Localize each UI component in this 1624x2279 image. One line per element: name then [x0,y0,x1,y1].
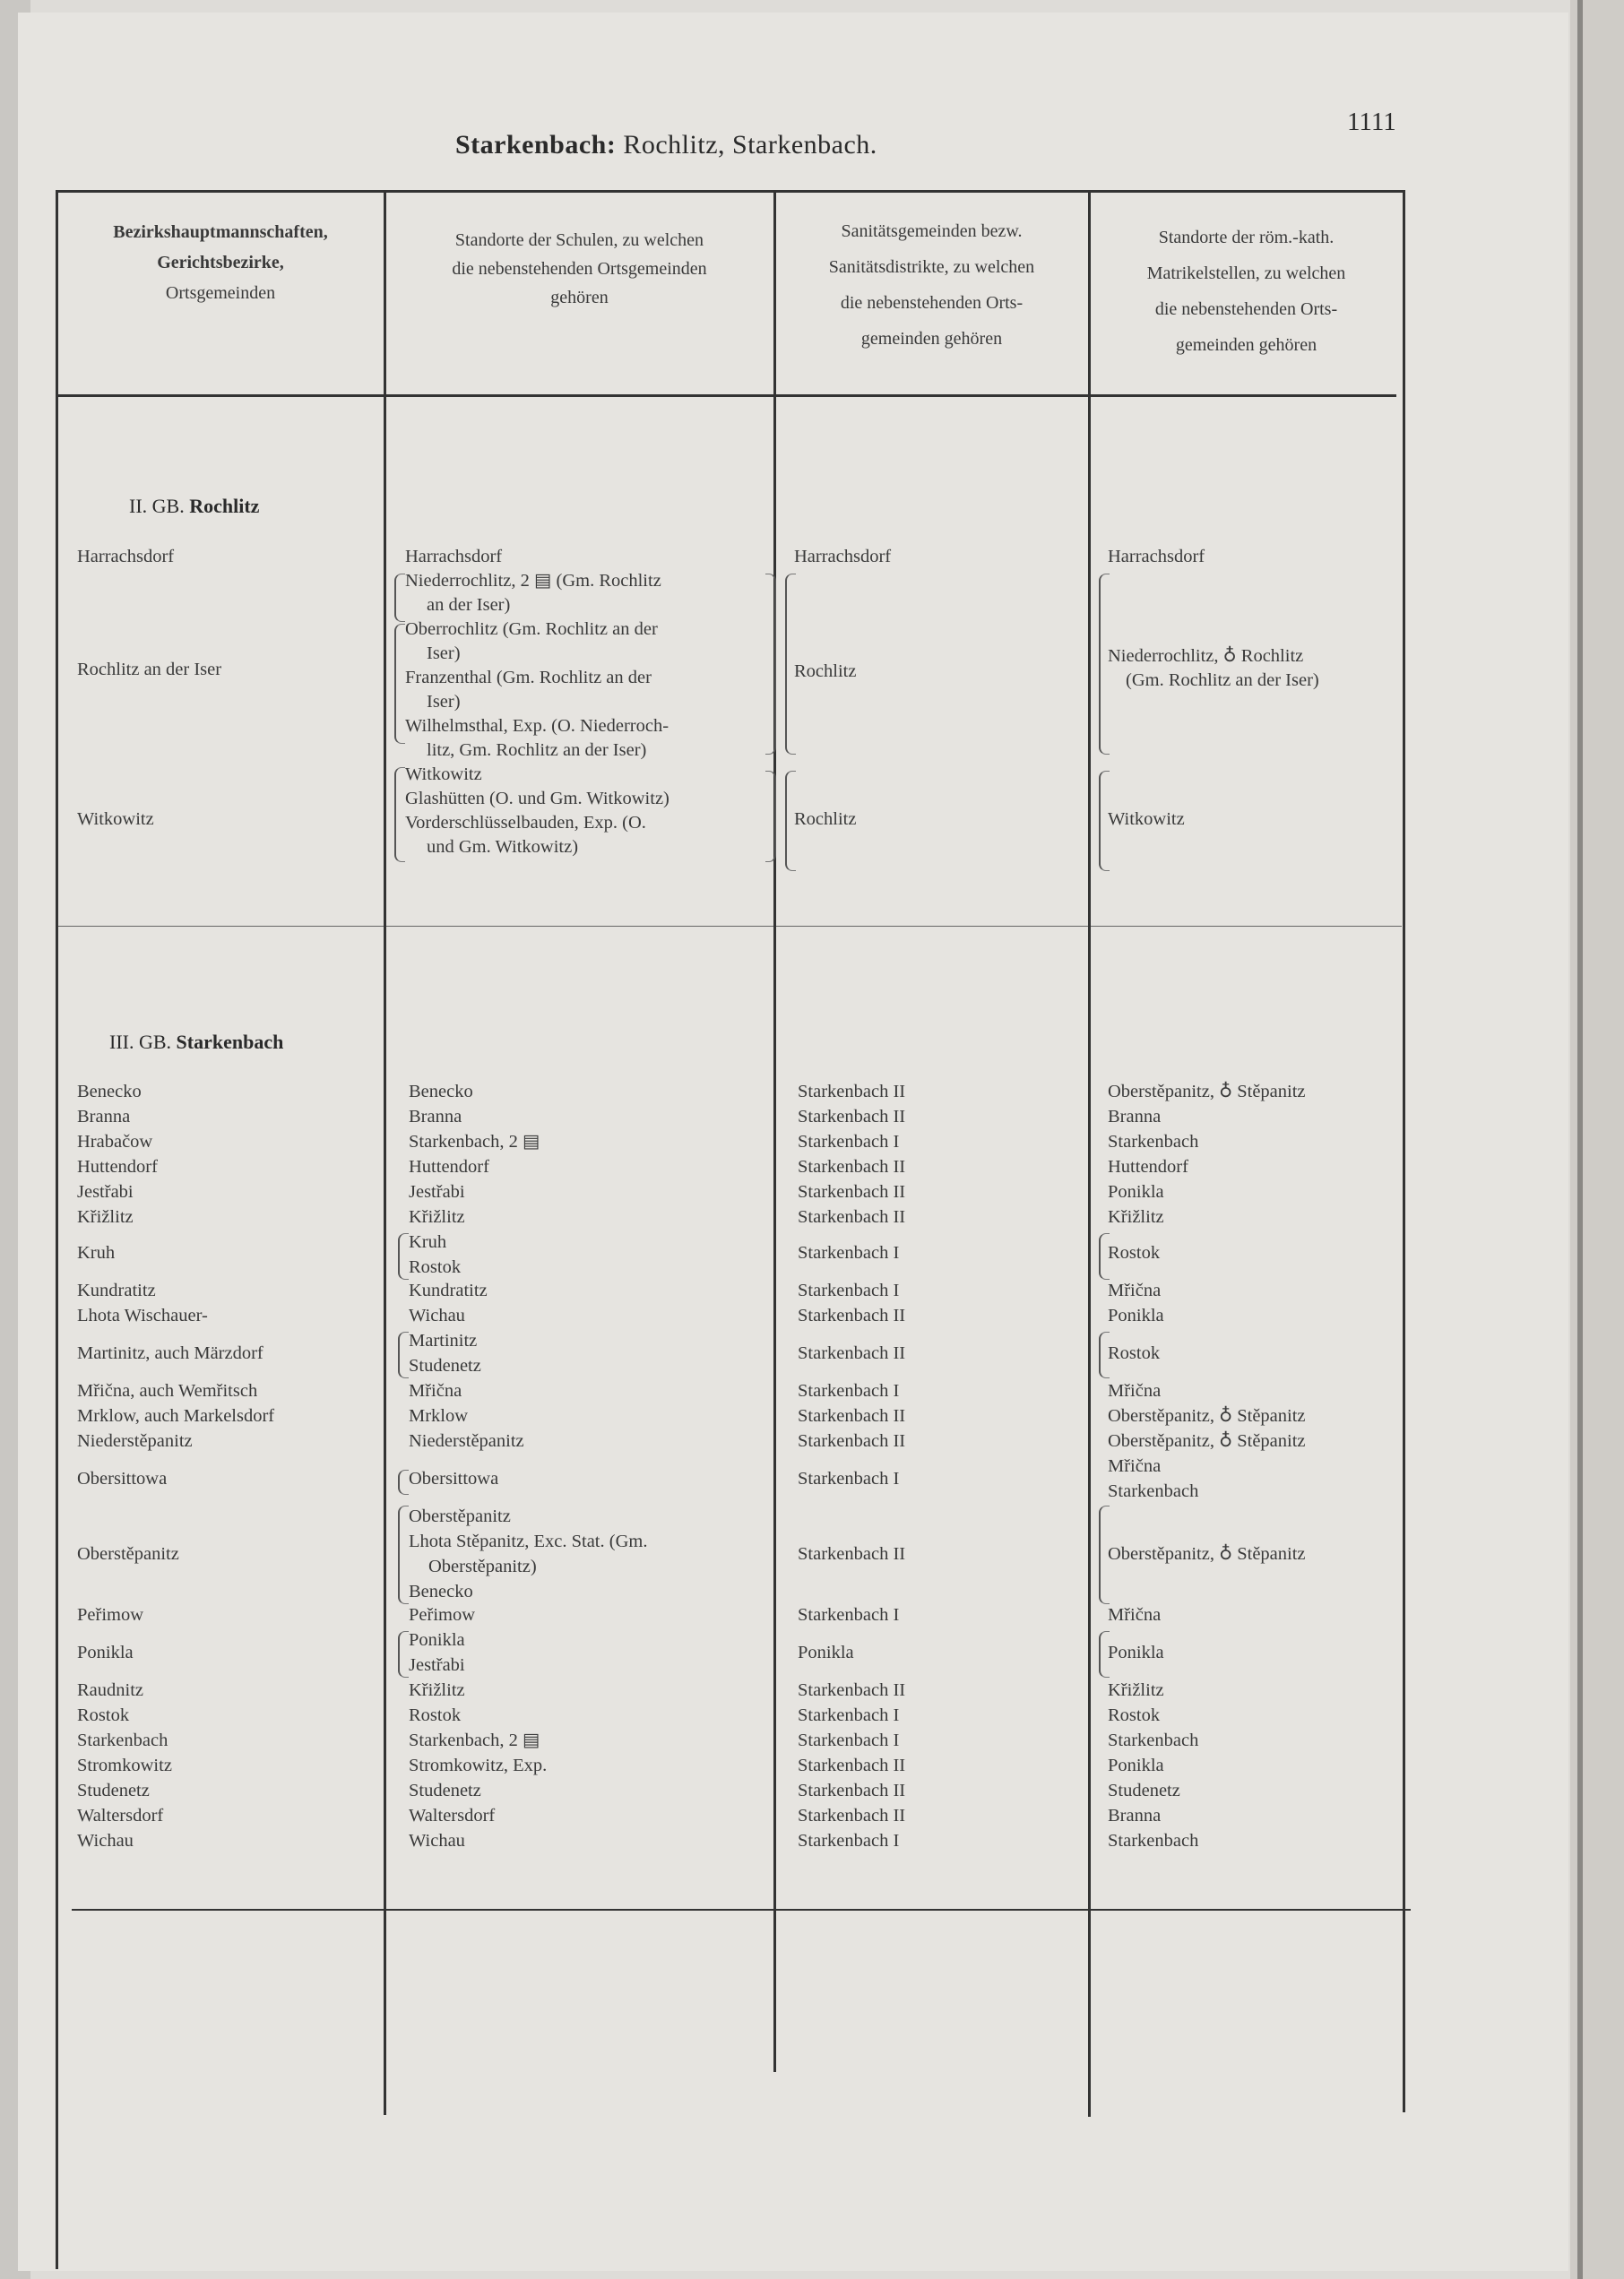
brace [398,1233,409,1280]
column-header-3: Sanitätsgemeinden bezw. Sanitätsdistrikte, zu welchen die nebenstehenden Orts- gemeinden gehören [828,221,1035,349]
list-item: Starkenbach II [798,1781,906,1800]
list-item: Peřimow [409,1605,476,1625]
list-item: Ponikla [409,1630,465,1650]
brace [785,771,796,871]
list-item: Křižlitz [409,1207,465,1227]
table-left-border [56,190,58,2269]
list-item: Stromkowitz [77,1756,172,1775]
list-item: Kundratitz [77,1281,156,1300]
list-item: Huttendorf [77,1157,158,1177]
list-item: Oberstěpanitz, ♁ Stěpanitz [1108,1431,1306,1451]
list-item: Starkenbach II [798,1756,906,1775]
list-item: Witkowitz [77,809,154,829]
list-item: Waltersdorf [409,1806,496,1826]
list-item: Vorderschlüsselbauden, Exp. (O. [405,813,646,833]
list-item: Mřična [1108,1605,1162,1625]
list-item: Křižlitz [409,1680,465,1700]
column-divider-2 [773,190,776,2072]
list-item: Mřična [1108,1281,1162,1300]
list-item: Ponikla [1108,1182,1164,1202]
list-item: Oberstěpanitz, ♁ Stěpanitz [1108,1406,1306,1426]
list-item: Křižlitz [1108,1680,1164,1700]
list-item: Kundratitz [409,1281,488,1300]
brace [1099,574,1110,755]
list-item: Hrabačow [77,1132,153,1152]
list-item: Rostok [409,1705,462,1725]
page-title: Starkenbach: Rochlitz, Starkenbach. [455,130,877,160]
list-item: Starkenbach I [798,1605,900,1625]
brace [765,771,776,862]
list-item: Harrachsdorf [405,547,503,566]
list-item: Ponikla [1108,1643,1164,1662]
brace [1099,1506,1110,1604]
brace [1099,1332,1110,1378]
list-item: Mřična, auch Wemřitsch [77,1381,258,1401]
list-item: Křižlitz [77,1207,134,1227]
list-item: (Gm. Rochlitz an der Iser) [1126,670,1319,690]
list-item: Harrachsdorf [77,547,175,566]
list-item: Rostok [1108,1243,1161,1263]
brace [398,1470,409,1495]
column-divider-1 [384,190,386,2115]
header-bottom-rule [56,394,1396,397]
list-item: Lhota Wischauer- [77,1306,208,1325]
page-number: 1111 [1347,108,1396,136]
list-item: Starkenbach II [798,1544,906,1564]
list-item: Martinitz [409,1331,478,1351]
list-item: Witkowitz [1108,809,1185,829]
list-item: Wichau [409,1306,465,1325]
list-item: Starkenbach I [798,1705,900,1725]
list-item: Starkenbach I [798,1831,900,1851]
list-item: Starkenbach II [798,1207,906,1227]
list-item: Wichau [409,1831,465,1851]
list-item: Mrklow [409,1406,469,1426]
list-item: Obersittowa [409,1469,499,1489]
list-item: Niederrochlitz, 2 ▤ (Gm. Rochlitz [405,571,661,591]
list-item: Branna [77,1107,131,1127]
list-item: Mřična [409,1381,462,1401]
list-item: Martinitz, auch Märzdorf [77,1343,263,1363]
list-item: Raudnitz [77,1680,144,1700]
list-item: und Gm. Witkowitz) [427,837,579,857]
list-item: Ponikla [1108,1306,1164,1325]
list-item: Benecko [77,1082,142,1101]
list-item: Huttendorf [409,1157,489,1177]
brace [1099,771,1110,871]
list-item: Obersittowa [77,1469,168,1489]
list-item: Wilhelmsthal, Exp. (O. Niederroch- [405,716,669,736]
column-header-1: Bezirkshauptmannschaften, Gerichtsbezirke, Ortsgemeinden [113,222,328,303]
list-item: Starkenbach II [798,1431,906,1451]
list-item: Ponikla [77,1643,134,1662]
table-top-rule [56,190,1405,193]
list-item: Starkenbach II [798,1182,906,1202]
table-right-border [1403,190,1405,2112]
list-item: Starkenbach I [798,1243,900,1263]
list-item: Studenetz [1108,1781,1180,1800]
list-item: Oberstěpanitz, ♁ Stěpanitz [1108,1082,1306,1101]
list-item: Mřična [1108,1456,1162,1476]
list-item: Starkenbach I [798,1281,900,1300]
list-item: Lhota Stěpanitz, Exc. Stat. (Gm. [409,1532,648,1551]
list-item: Wichau [77,1831,134,1851]
page-edge [1570,0,1624,2279]
list-item: Starkenbach, 2 ▤ [409,1731,540,1750]
list-item: Kruh [409,1232,447,1252]
list-item: Rostok [1108,1343,1161,1363]
brace [1099,1631,1110,1678]
list-item: Starkenbach [77,1731,168,1750]
list-item: Franzenthal (Gm. Rochlitz an der [405,668,652,687]
brace [398,1506,409,1604]
brace [1099,1233,1110,1280]
list-item: Rostok [409,1257,462,1277]
list-item: Oberstěpanitz, ♁ Stěpanitz [1108,1544,1306,1564]
list-item: Oberstěpanitz) [428,1557,537,1576]
list-item: Starkenbach II [798,1806,906,1826]
list-item: Branna [409,1107,462,1127]
list-item: Witkowitz [405,764,482,784]
list-item: Studenetz [409,1356,481,1376]
brace [394,574,405,622]
list-item: Branna [1108,1107,1162,1127]
table-bottom-rule [72,1909,1411,1911]
list-item: Kruh [77,1243,116,1263]
list-item: Starkenbach I [798,1469,900,1489]
list-item: Benecko [409,1082,473,1101]
list-item: Starkenbach II [798,1157,906,1177]
list-item: Starkenbach, 2 ▤ [409,1132,540,1152]
list-item: Studenetz [77,1781,150,1800]
brace [394,624,405,744]
list-item: an der Iser) [427,595,511,615]
list-item: Harrachsdorf [794,547,892,566]
brace [398,1631,409,1678]
list-item: Starkenbach II [798,1306,906,1325]
list-item: Mrklow, auch Markelsdorf [77,1406,275,1426]
list-item: Rostok [77,1705,130,1725]
list-item: Starkenbach I [798,1132,900,1152]
list-item: Oberstěpanitz [77,1544,179,1564]
list-item: Oberrochlitz (Gm. Rochlitz an der [405,619,658,639]
list-item: Harrachsdorf [1108,547,1205,566]
list-item: Starkenbach [1108,1731,1199,1750]
brace [765,574,776,755]
list-item: Iser) [427,643,461,663]
list-item: Oberstěpanitz [409,1506,511,1526]
list-item: litz, Gm. Rochlitz an der Iser) [427,740,647,760]
list-item: Starkenbach [1108,1132,1199,1152]
list-item: Jestřabi [77,1182,134,1202]
list-item: Stromkowitz, Exp. [409,1756,548,1775]
list-item: Branna [1108,1806,1162,1826]
list-item: Rostok [1108,1705,1161,1725]
list-item: Huttendorf [1108,1157,1188,1177]
brace [398,1332,409,1378]
list-item: Starkenbach I [798,1381,900,1401]
list-item: Niederstěpanitz [409,1431,524,1451]
list-item: Starkenbach II [798,1680,906,1700]
list-item: Waltersdorf [77,1806,164,1826]
list-item: Niederrochlitz, ♁ Rochlitz [1108,646,1304,666]
column-header-4: Standorte der röm.-kath. Matrikelstellen, zu welchen die nebenstehenden Orts- gemeinden gehören [1146,228,1346,355]
list-item: Mřična [1108,1381,1162,1401]
brace [785,574,796,755]
list-item: Starkenbach II [798,1343,906,1363]
list-item: Ponikla [1108,1756,1164,1775]
list-item: Iser) [427,692,461,712]
list-item: Niederstěpanitz [77,1431,193,1451]
list-item: Starkenbach II [798,1107,906,1127]
list-item: Starkenbach I [798,1731,900,1750]
list-item: Starkenbach II [798,1406,906,1426]
list-item: Jestřabi [409,1655,465,1675]
column-divider-3 [1088,190,1091,2117]
list-item: Starkenbach [1108,1481,1199,1501]
list-item: Rochlitz [794,661,857,681]
section-heading-rochlitz: II. GB. Rochlitz [129,495,260,517]
list-item: Křižlitz [1108,1207,1164,1227]
column-header-2: Standorte der Schulen, zu welchen die nebenstehenden Ortsgemeinden gehören [452,230,707,307]
list-item: Starkenbach [1108,1831,1199,1851]
list-item: Ponikla [798,1643,854,1662]
list-item: Studenetz [409,1781,481,1800]
list-item: Rochlitz [794,809,857,829]
section-divider [57,926,1402,927]
list-item: Glashütten (O. und Gm. Witkowitz) [405,789,669,808]
list-item: Rochlitz an der Iser [77,660,222,679]
list-item: Jestřabi [409,1182,465,1202]
brace [394,767,405,862]
list-item: Peřimow [77,1605,144,1625]
list-item: Starkenbach II [798,1082,906,1101]
list-item: Benecko [409,1582,473,1601]
section-heading-starkenbach: III. GB. Starkenbach [109,1031,284,1053]
